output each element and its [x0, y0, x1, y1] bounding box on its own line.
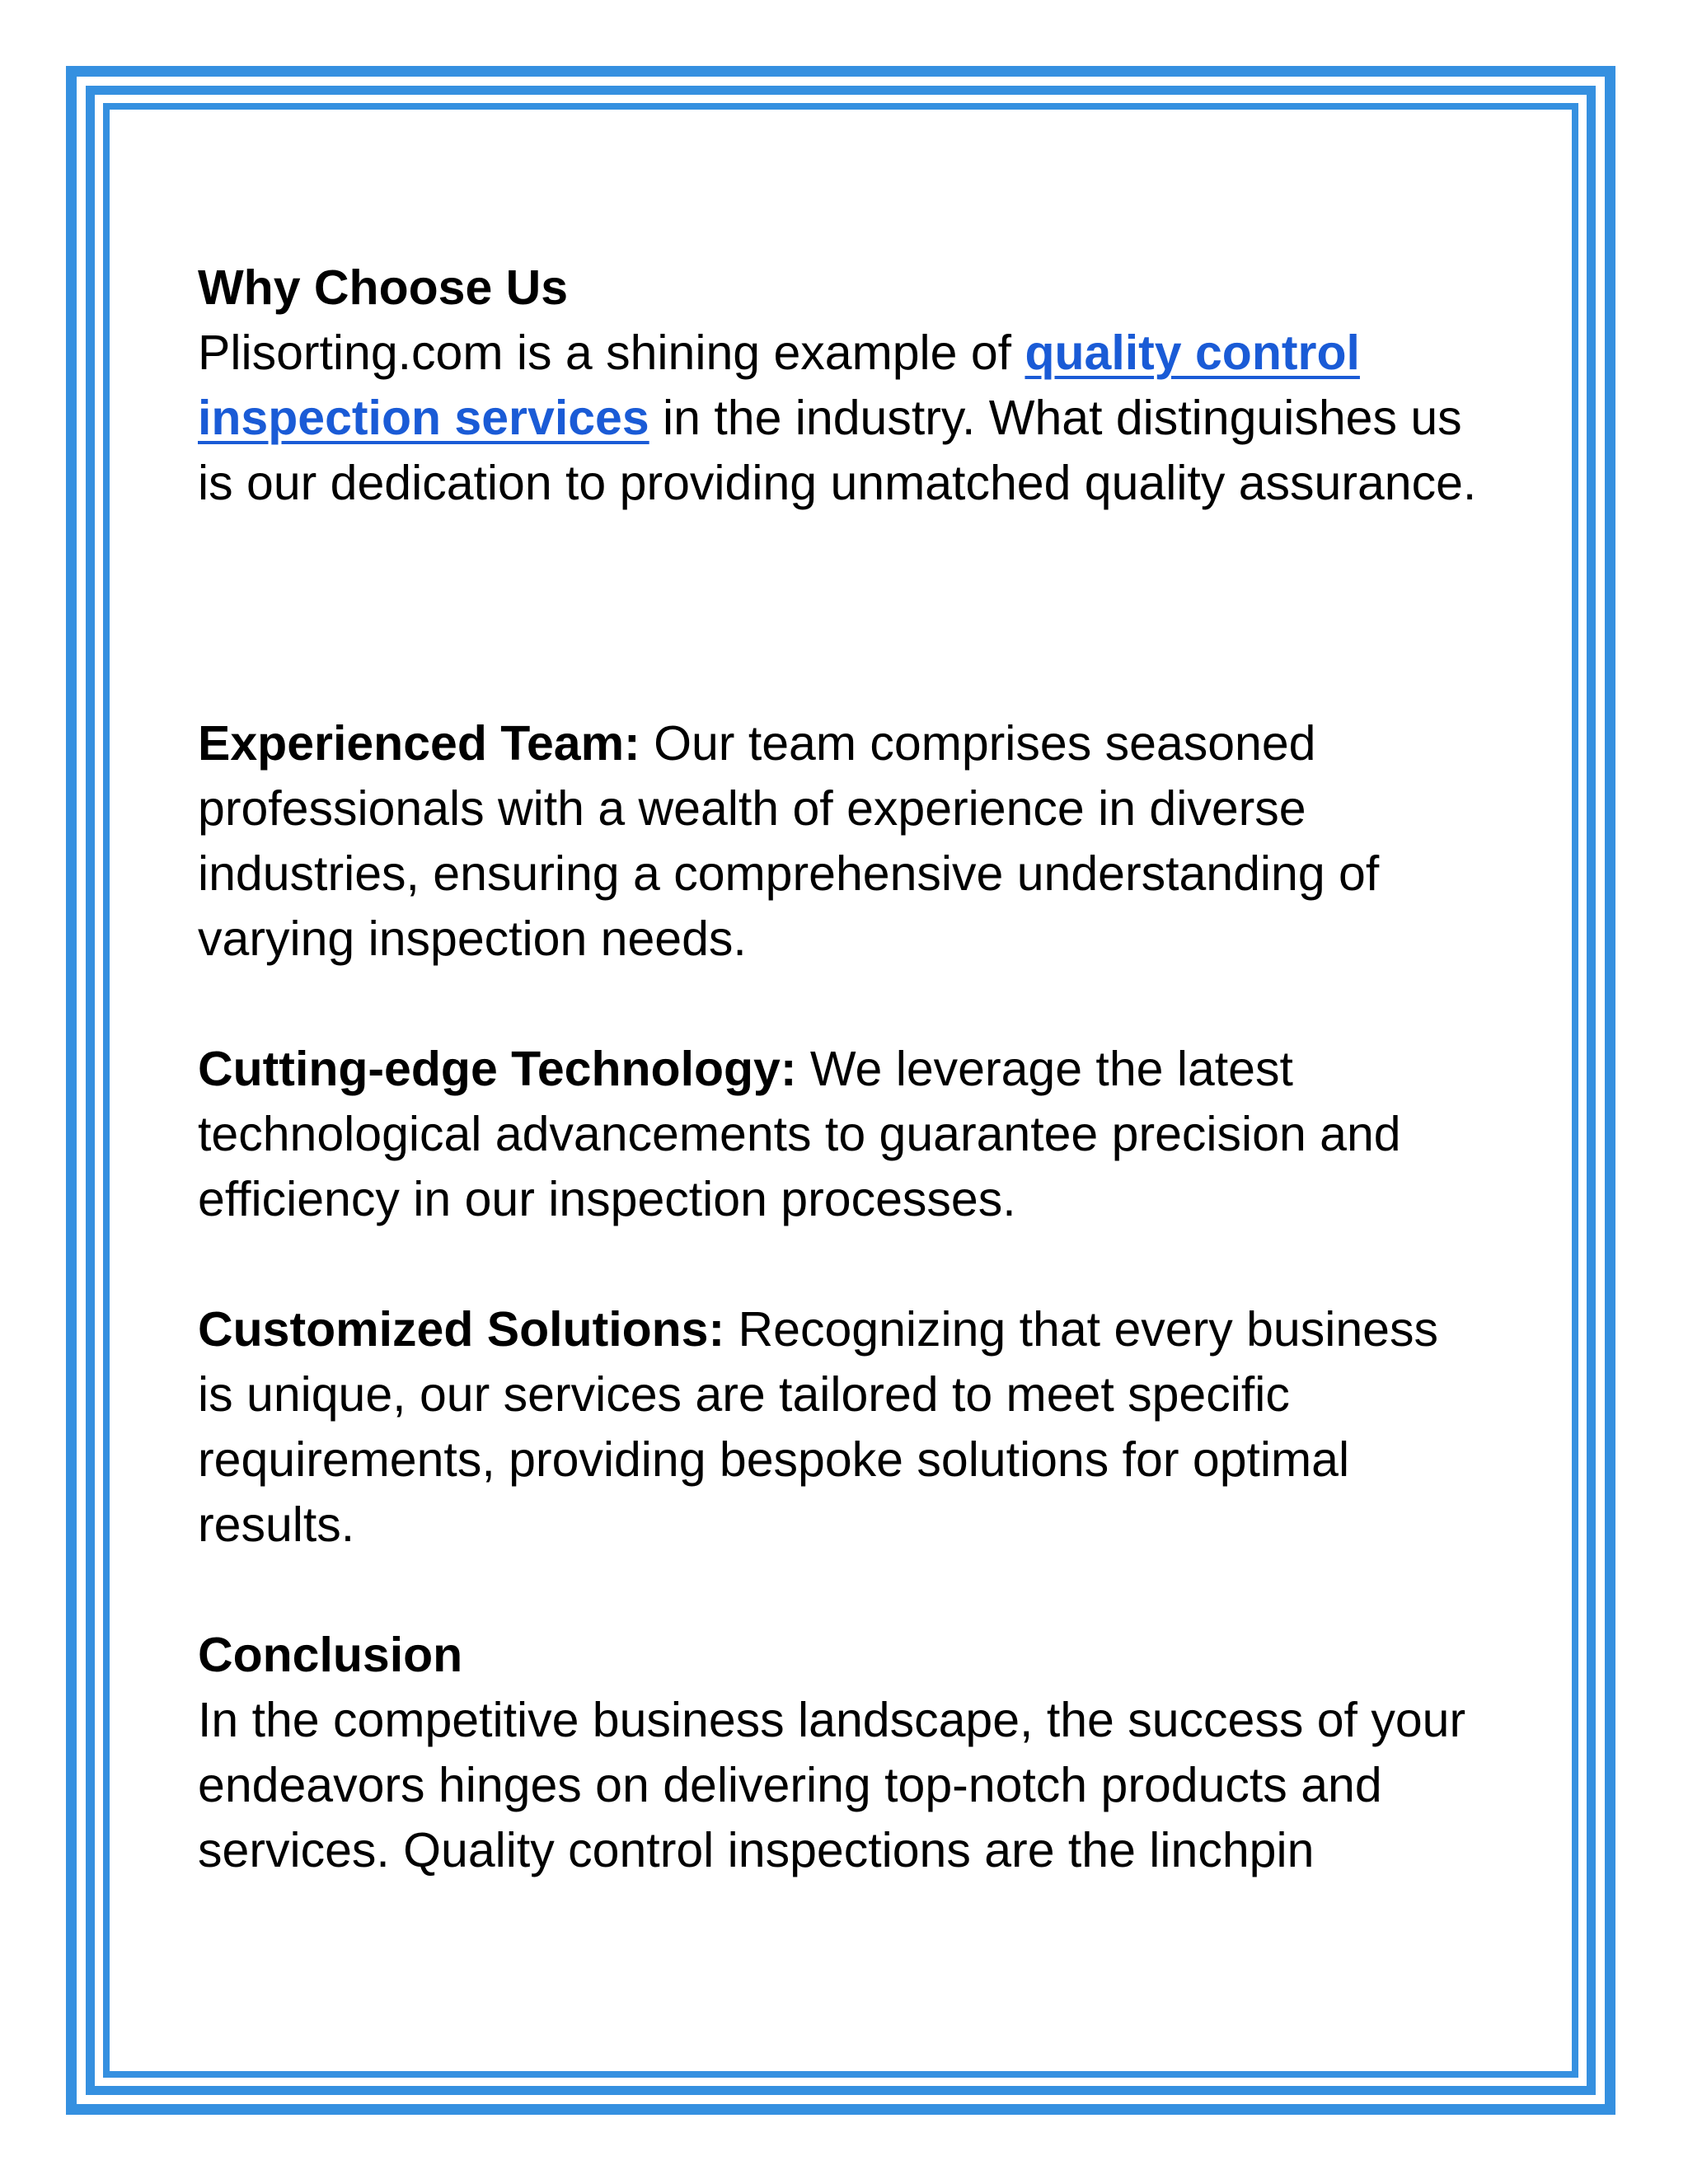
spacer [198, 516, 1484, 711]
intro-text-after-link: in the industry. What distinguishes us is our dedication to providing unmatched quality assurance. [198, 391, 1477, 510]
feature-label: Customized Solutions: [198, 1302, 725, 1357]
document-body [198, 255, 1484, 1883]
spacer [198, 1558, 1484, 1623]
quality-control-inspection-link[interactable]: quality control inspection services [198, 326, 1360, 445]
section-heading-why-choose-us: Why Choose Us [198, 260, 569, 315]
feature-text: We leverage the latest technological advancements to guarantee precision and efficiency in our inspection processes. [198, 1042, 1401, 1226]
intro-text-before-link: Plisorting.com is a shining example of [198, 326, 1025, 380]
intro-paragraph [198, 321, 1484, 516]
conclusion-paragraph: In the competitive business landscape, the success of your endeavors hinges on delivering top-notch products and services. Quality control inspections are the linchpin [198, 1693, 1466, 1877]
feature-text: Recognizing that every business is unique, our services are tailored to meet specific requirements, providing bespoke solutions for optimal results. [198, 1302, 1438, 1552]
feature-paragraph-experienced-team [198, 711, 1484, 972]
section-heading-conclusion: Conclusion [198, 1628, 463, 1682]
spacer [198, 1232, 1484, 1297]
feature-label: Cutting-edge Technology: [198, 1042, 797, 1096]
spacer [198, 972, 1484, 1037]
feature-text: Our team comprises seasoned professionals with a wealth of experience in diverse industries, ensuring a comprehensive understanding of varying inspection needs. [198, 716, 1380, 966]
feature-label: Experienced Team: [198, 716, 640, 771]
feature-paragraph-customized-solutions [198, 1297, 1484, 1558]
feature-paragraph-cutting-edge-technology [198, 1037, 1484, 1232]
